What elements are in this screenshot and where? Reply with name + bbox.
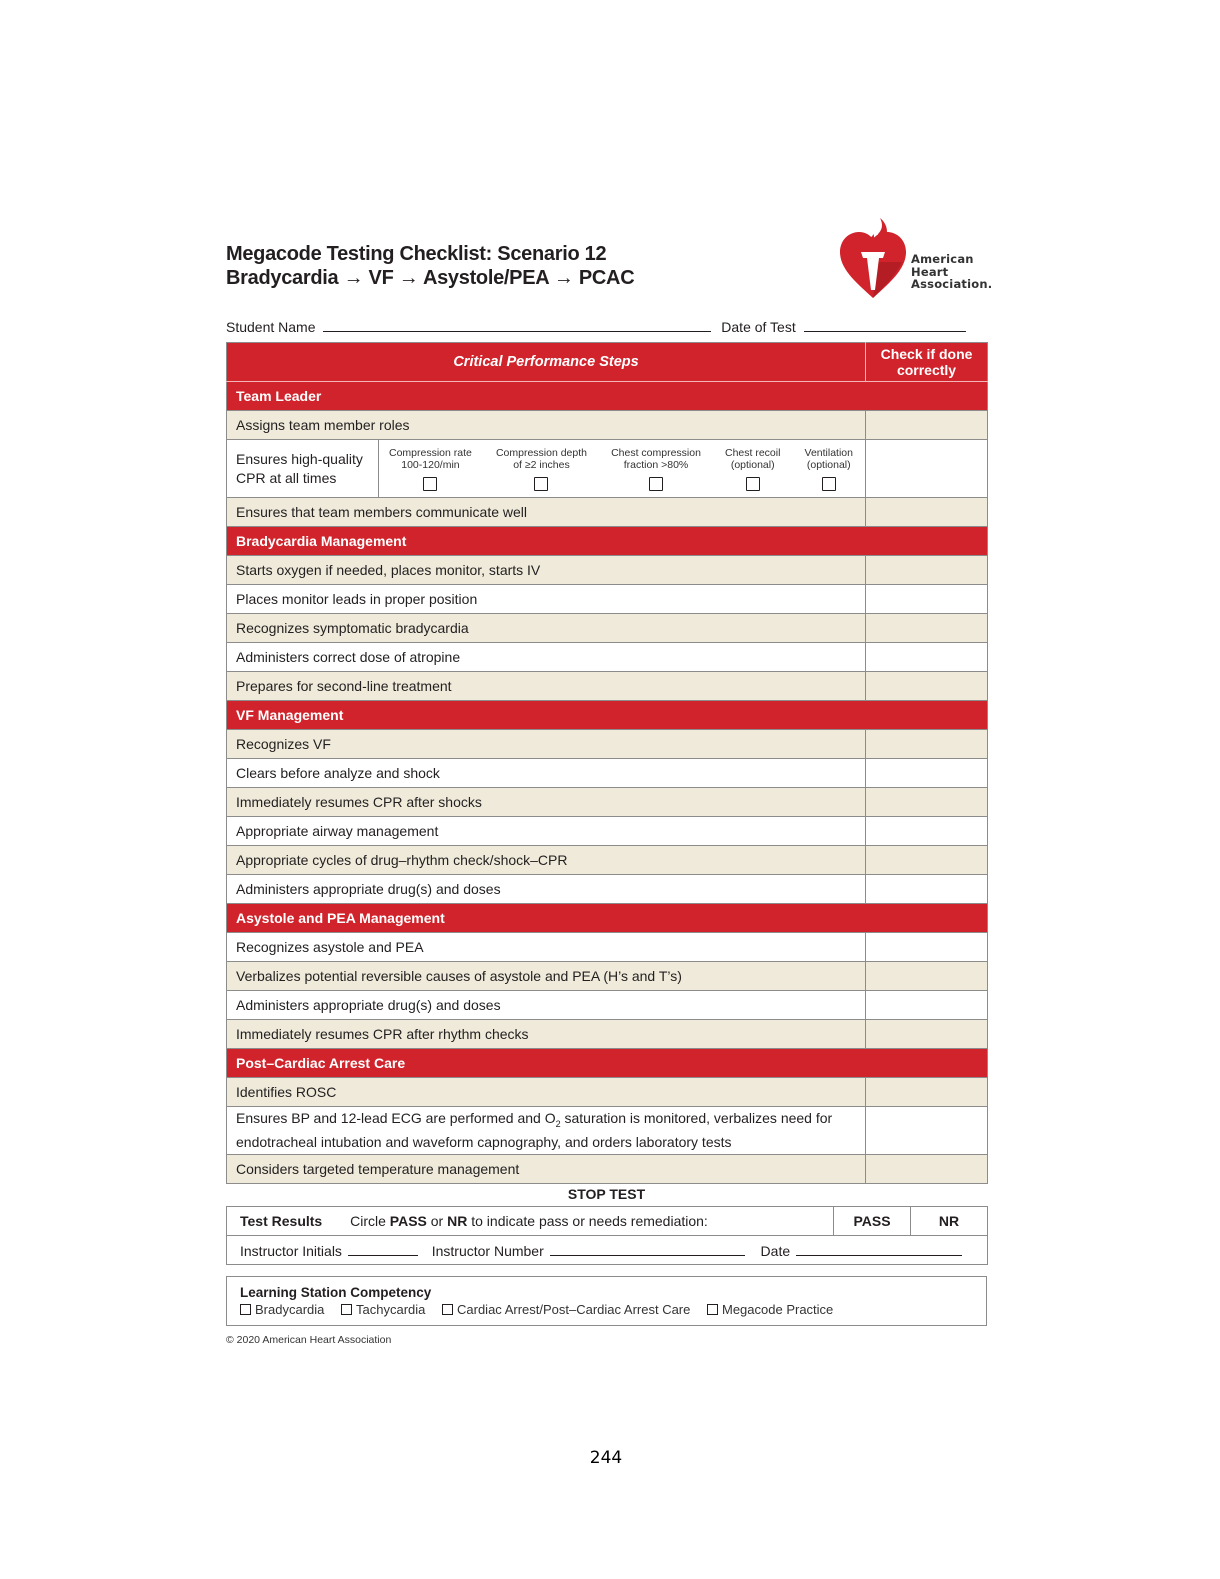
competency-title: Learning Station Competency	[240, 1285, 432, 1300]
step-text: Ensures that team members communicate well	[227, 498, 866, 527]
section-header-post-cardiac-arrest	[227, 1049, 988, 1078]
subitem-label: Chest recoil	[725, 446, 781, 459]
critical-steps-header: Critical Performance Steps	[227, 343, 866, 382]
step-text: Appropriate airway management	[227, 817, 866, 846]
table-row	[227, 1020, 988, 1049]
section-title: Team Leader	[227, 382, 988, 411]
step-text: Recognizes VF	[227, 730, 866, 759]
check-cell[interactable]	[866, 556, 988, 585]
date-field[interactable]	[796, 1242, 962, 1256]
checkbox[interactable]	[822, 477, 836, 491]
test-results-label: Test Results	[240, 1213, 323, 1229]
check-cell[interactable]	[866, 817, 988, 846]
step-text: Ensures high-quality CPR at all times	[227, 440, 379, 498]
check-cell[interactable]	[866, 991, 988, 1020]
page-number: 244	[589, 1448, 623, 1468]
checkbox[interactable]	[423, 477, 437, 491]
section-title: VF Management	[227, 701, 988, 730]
step-text: Administers appropriate drug(s) and doses	[227, 875, 866, 904]
section-header-team-leader	[227, 382, 988, 411]
student-info-line	[226, 318, 966, 335]
cpr-subitem-chest-recoil	[725, 447, 780, 491]
check-cell[interactable]	[866, 411, 988, 440]
table-row	[227, 498, 988, 527]
check-cell[interactable]	[866, 585, 988, 614]
logo-wordmark	[911, 253, 992, 291]
section-header-bradycardia	[227, 527, 988, 556]
pass-option[interactable]: PASS	[834, 1207, 911, 1236]
table-row	[227, 643, 988, 672]
copyright: © 2020 American Heart Association	[226, 1334, 392, 1346]
cpr-subitem-ventilation	[805, 447, 853, 491]
step-text: Immediately resumes CPR after shocks	[227, 788, 866, 817]
step-text: Administers correct dose of atropine	[227, 643, 866, 672]
check-cell[interactable]	[866, 788, 988, 817]
table-row	[227, 991, 988, 1020]
table-row	[227, 1155, 988, 1184]
step-text: Clears before analyze and shock	[227, 759, 866, 788]
check-column-header: Check if done correctly	[866, 343, 988, 382]
option-label: Megacode Practice	[722, 1302, 834, 1317]
table-row	[227, 1078, 988, 1107]
student-name-field[interactable]	[323, 318, 711, 332]
check-cell[interactable]	[866, 643, 988, 672]
subitem-label: Compression rate	[389, 446, 472, 459]
instructor-number-field[interactable]	[550, 1242, 745, 1256]
table-row	[227, 411, 988, 440]
table-row-cpr	[227, 440, 988, 498]
table-row	[227, 556, 988, 585]
check-cell[interactable]	[866, 614, 988, 643]
subitem-label: 100-120/min	[401, 458, 460, 471]
page-title	[226, 242, 634, 290]
subitem-label: Ventilation	[804, 446, 853, 459]
step-text: Verbalizes potential reversible causes of asystole and PEA (H’s and T’s)	[227, 962, 866, 991]
table-row	[227, 933, 988, 962]
competency-option-cardiac-arrest[interactable]	[442, 1302, 690, 1317]
step-text-part: saturation is monitored, verbalizes need for endotracheal intubation and waveform capnography, and orders laboratory tests	[236, 1109, 833, 1151]
table-row	[227, 962, 988, 991]
date-of-test-field[interactable]	[804, 318, 966, 332]
logo-text-line: American	[911, 252, 974, 266]
instruction-part: or	[426, 1213, 448, 1229]
subitem-label: fraction >80%	[623, 458, 689, 471]
table-row	[227, 788, 988, 817]
cpr-subitem-compression-fraction	[611, 447, 701, 491]
section-header-asystole-pea	[227, 904, 988, 933]
instruction-part: to indicate pass or needs remediation:	[467, 1213, 708, 1229]
table-row	[227, 846, 988, 875]
check-cell[interactable]	[866, 440, 988, 498]
competency-option-bradycardia[interactable]	[240, 1302, 324, 1317]
subscript: 2	[555, 1118, 561, 1129]
logo-text-line: Heart	[911, 264, 949, 279]
section-title: Post–Cardiac Arrest Care	[227, 1049, 988, 1078]
cpr-subitems	[379, 440, 866, 498]
heart-torch-logo-icon	[838, 218, 908, 300]
step-text: Administers appropriate drug(s) and doses	[227, 991, 866, 1020]
section-header-vf	[227, 701, 988, 730]
nr-option[interactable]: NR	[911, 1207, 988, 1236]
title-line-1: Megacode Testing Checklist: Scenario 12	[226, 243, 607, 265]
instruction-nr: NR	[447, 1213, 468, 1229]
instructor-info	[227, 1236, 988, 1265]
instruction-text	[350, 1213, 708, 1229]
step-text: Immediately resumes CPR after rhythm checks	[227, 1020, 866, 1049]
results-instruction	[227, 1207, 834, 1236]
step-text: Recognizes symptomatic bradycardia	[227, 614, 866, 643]
check-cell[interactable]	[866, 759, 988, 788]
instruction-pass: PASS	[389, 1213, 427, 1229]
check-cell[interactable]	[866, 933, 988, 962]
table-row	[227, 672, 988, 701]
check-cell[interactable]	[866, 962, 988, 991]
checkbox-icon[interactable]	[442, 1304, 453, 1315]
student-name-label: Student Name	[226, 319, 316, 335]
instructor-row	[227, 1236, 988, 1265]
table-row	[227, 817, 988, 846]
step-text: Starts oxygen if needed, places monitor, starts IV	[227, 556, 866, 585]
step-text: Places monitor leads in proper position	[227, 585, 866, 614]
check-cell[interactable]	[866, 1155, 988, 1184]
instructor-initials-label: Instructor Initials	[240, 1242, 342, 1259]
step-text: Considers targeted temperature management	[227, 1155, 866, 1184]
aha-logo	[838, 218, 998, 302]
section-title: Bradycardia Management	[227, 527, 988, 556]
section-title: Asystole and PEA Management	[227, 904, 988, 933]
check-cell[interactable]	[866, 1107, 988, 1155]
instruction-part: Circle	[350, 1213, 390, 1229]
stop-test-label: STOP TEST	[567, 1186, 646, 1202]
subitem-label: (optional)	[806, 458, 851, 471]
table-row	[227, 614, 988, 643]
checkbox-icon[interactable]	[707, 1304, 718, 1315]
check-cell[interactable]	[866, 730, 988, 759]
check-cell[interactable]	[866, 846, 988, 875]
instructor-number-label: Instructor Number	[431, 1242, 544, 1259]
option-label: Cardiac Arrest/Post–Cardiac Arrest Care	[457, 1302, 691, 1317]
competency-option-tachycardia[interactable]	[341, 1302, 425, 1317]
subitem-label: Compression depth	[495, 446, 587, 459]
table-row	[227, 875, 988, 904]
checkbox-icon[interactable]	[341, 1304, 352, 1315]
subitem-label: (optional)	[730, 458, 775, 471]
step-text: Recognizes asystole and PEA	[227, 933, 866, 962]
step-text: Identifies ROSC	[227, 1078, 866, 1107]
logo-text-line: Association.	[911, 277, 993, 291]
cpr-subitem-compression-rate	[389, 447, 472, 491]
table-row	[227, 585, 988, 614]
option-label: Tachycardia	[356, 1302, 426, 1317]
check-cell[interactable]	[866, 1078, 988, 1107]
checkbox-icon[interactable]	[240, 1304, 251, 1315]
table-header-row	[227, 343, 988, 382]
step-text-part: Ensures BP and 12-lead ECG are performed and O	[236, 1109, 556, 1126]
subitem-label: of ≥2 inches	[513, 458, 570, 471]
test-results-table	[226, 1206, 988, 1265]
checklist-table	[226, 342, 988, 1184]
check-cell[interactable]	[866, 672, 988, 701]
table-row	[227, 759, 988, 788]
step-text	[227, 1107, 866, 1155]
date-of-test-label: Date of Test	[721, 319, 796, 335]
instructor-initials-field[interactable]	[348, 1242, 418, 1256]
competency-option-megacode-practice[interactable]	[707, 1302, 833, 1317]
competency-options	[240, 1302, 846, 1317]
check-cell[interactable]	[866, 498, 988, 527]
cpr-subitem-compression-depth	[496, 447, 587, 491]
check-cell[interactable]	[866, 1020, 988, 1049]
step-text: Prepares for second-line treatment	[227, 672, 866, 701]
step-text: Appropriate cycles of drug–rhythm check/shock–CPR	[227, 846, 866, 875]
checkbox[interactable]	[746, 477, 760, 491]
results-row	[227, 1207, 988, 1236]
title-line-2: Bradycardia → VF → Asystole/PEA → PCAC	[226, 267, 635, 289]
checkbox[interactable]	[534, 477, 548, 491]
step-text: Assigns team member roles	[227, 411, 866, 440]
subitem-label: Chest compression	[611, 446, 701, 459]
check-cell[interactable]	[866, 875, 988, 904]
table-row	[227, 730, 988, 759]
date-label: Date	[760, 1242, 791, 1259]
learning-station-competency	[226, 1276, 987, 1326]
option-label: Bradycardia	[255, 1302, 325, 1317]
checkbox[interactable]	[649, 477, 663, 491]
table-row	[227, 1107, 988, 1155]
